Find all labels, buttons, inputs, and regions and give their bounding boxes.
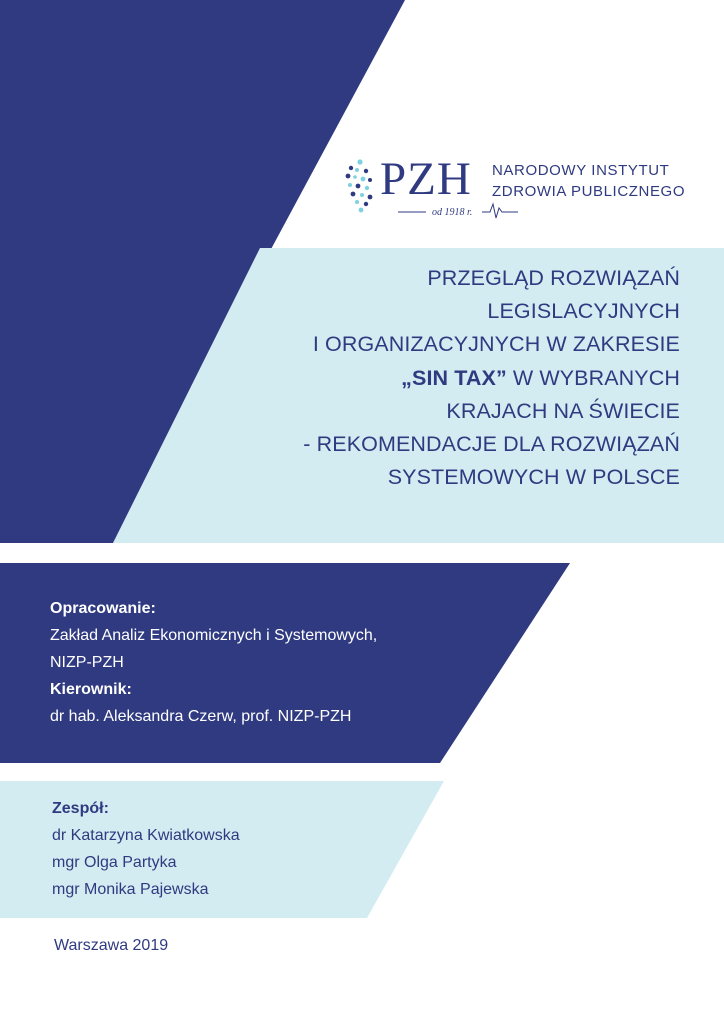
- title-sin-tax: „SIN TAX”: [401, 365, 507, 390]
- team-member: dr Katarzyna Kwiatkowska: [52, 827, 240, 844]
- institute-logo: [340, 152, 700, 222]
- team-label: Zespół:: [52, 800, 109, 817]
- title-line: - REKOMENDACJE DLA ROZWIĄZAŃ: [303, 432, 680, 457]
- title-line: KRAJACH NA ŚWIECIE: [446, 398, 680, 423]
- logo-name-line-2: ZDROWIA PUBLICZNEGO: [492, 183, 686, 200]
- logo-name-line-1: NARODOWY INSTYTUT: [492, 162, 670, 179]
- prepared-by-unit: Zakład Analiz Ekonomicznych i Systemowych,: [50, 627, 378, 644]
- title-line-rest: W WYBRANYCH: [506, 365, 680, 390]
- prepared-by-institute: NIZP-PZH: [50, 654, 124, 671]
- place-and-year: Warszawa 2019: [54, 937, 169, 954]
- title-line: [120, 362, 680, 395]
- team-member: mgr Olga Partyka: [52, 854, 177, 871]
- title-line: PRZEGLĄD ROZWIĄZAŃ: [427, 266, 680, 290]
- title-line: LEGISLACYJNYCH: [487, 299, 680, 324]
- authors-section: [50, 595, 377, 730]
- logo-since-year: od 1918 r.: [432, 207, 473, 218]
- team-section: [52, 795, 240, 903]
- head-name: dr hab. Aleksandra Czerw, prof. NIZP-PZH: [50, 708, 352, 725]
- dna-helix-icon: [340, 156, 380, 214]
- head-label: Kierownik:: [50, 681, 132, 698]
- team-member: mgr Monika Pajewska: [52, 881, 209, 898]
- title-line: I ORGANIZACYJNYCH W ZAKRESIE: [312, 332, 680, 357]
- prepared-by-label: Opracowanie:: [50, 600, 156, 617]
- logo-acronym: PZH: [380, 153, 472, 205]
- document-title: [120, 262, 680, 494]
- title-line: SYSTEMOWYCH W POLSCE: [387, 465, 680, 490]
